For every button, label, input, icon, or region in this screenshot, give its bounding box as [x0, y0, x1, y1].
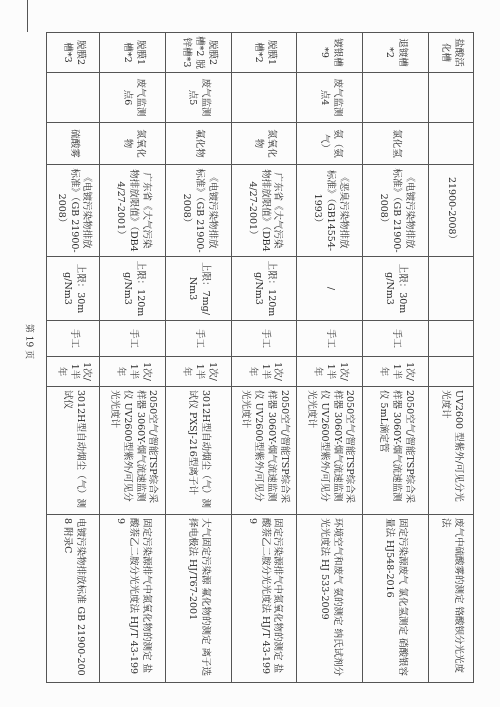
- cell-pollutant: 氯化氢: [363, 123, 429, 165]
- page-number: 第 19 页: [23, 323, 34, 360]
- cell-emission-standard: 《恶臭污染物排放标准》（GB14554-1993）: [297, 165, 363, 257]
- cell-frequency: 1次/1半年: [100, 357, 166, 387]
- cell-workshop-tank: 脱膜2槽*2 脱锌槽*3: [166, 33, 232, 73]
- cell-monitoring-point: 废气监测点6: [100, 73, 166, 123]
- cell-frequency: 1次/1半年: [166, 357, 232, 387]
- cell-analysis-method: 大气固定污染源 氟化物的测定 离子选择电极法 HJ/T67-2001: [166, 515, 232, 683]
- cell-limit-value: 上限：30mg/Nm3: [47, 257, 100, 321]
- cell-method: 手工: [297, 321, 363, 357]
- cell-limit-value: 上限：7mg/Nm3: [166, 257, 232, 321]
- cell-analysis-method: 固定污染源废气 氯化氢测定 硝酸银容量法 HJ548-2016: [363, 515, 429, 683]
- cell-emission-standard: 《电镀污染物排放标准》（GB 21900-2008）: [47, 165, 100, 257]
- cell-frequency: 1次/1半年: [363, 357, 429, 387]
- cell-limit-value: 上限：120mg/Nm3: [100, 257, 166, 321]
- table-row: [428, 33, 473, 683]
- table-top-stub: [27, 0, 475, 32]
- table-row: [231, 33, 297, 683]
- cell-analysis-method: 固定污染源排气中氮氧化物的测定 盐酸萘乙二胺分光光度法 HJ/T 43-1999: [231, 515, 297, 683]
- cell-emission-standard: 《电镀污染物排放标准》（GB 21900-2008）: [166, 165, 232, 257]
- cell-limit-value: 上限：30mg/Nm3: [363, 257, 429, 321]
- cell-frequency: 1次/1半年: [47, 357, 100, 387]
- cell-emission-standard: 《电镀污染物排放标准》（GB 21900-2008）: [363, 165, 429, 257]
- cell-pollutant: 氟化物: [166, 123, 232, 165]
- cell-method: 手工: [47, 321, 100, 357]
- cell-method: 手工: [166, 321, 232, 357]
- cell-monitoring-point: 废气监测点4: [297, 73, 363, 123]
- cell-pollutant: 氮氧化物: [231, 123, 297, 165]
- cell-analysis-method: 电镀污染物排放标准 GB 21900-2008 附录C: [47, 515, 100, 683]
- cell-monitoring-point: [47, 73, 100, 123]
- cell-pollutant: 氨（氨气）: [297, 123, 363, 165]
- cell-instrument: 2050空气/智能TSP综合采样器 3060Y-烟气流速监测仪 UV2600型紫外/可见分光光度计: [297, 387, 363, 515]
- cell-pollutant: 硫酸雾: [47, 123, 100, 165]
- cell-workshop-tank: 退镀槽*2: [363, 33, 429, 73]
- cell-instrument: 2050空气/智能TSP综合采样器 3060Y-烟气流速监测仪 5mL滴定管: [363, 387, 429, 515]
- cell-monitoring-point: [428, 73, 473, 123]
- cell-method: 手工: [231, 321, 297, 357]
- cell-analysis-method: 环境空气和废气 氨的测定 纳氏试剂分光光度法 HJ 533-2009: [297, 515, 363, 683]
- cell-instrument: UV2600 型紫外/可见分光光度计: [428, 387, 473, 515]
- table-row: [100, 33, 166, 683]
- table-row: [363, 33, 429, 683]
- cell-workshop-tank: 脱膜1槽*2: [100, 33, 166, 73]
- cell-instrument: 3012H型自动烟尘（气）测试仪 PXSJ-216型离子计: [166, 387, 232, 515]
- cell-pollutant: 氮氧化物: [100, 123, 166, 165]
- cell-instrument: 2050空气/智能TSP综合采样器 3060Y-烟气流速监测仪 UV2600型紫外/可见分光光度计: [231, 387, 297, 515]
- cell-frequency: 1次/1半年: [297, 357, 363, 387]
- cell-frequency: [428, 357, 473, 387]
- cell-frequency: 1次/1半年: [231, 357, 297, 387]
- cell-method: 手工: [100, 321, 166, 357]
- table-row: [47, 33, 100, 683]
- cell-instrument: 2050空气/智能TSP综合采样器 3060Y-烟气流速监测仪 UV2600型紫外/可见分光光度计: [100, 387, 166, 515]
- cell-method: 手工: [363, 321, 429, 357]
- cell-monitoring-point: 废气监测点5: [166, 73, 232, 123]
- cell-workshop-tank: 镀银槽*9: [297, 33, 363, 73]
- cell-emission-standard: 21900-2008）: [428, 165, 473, 257]
- cell-workshop-tank: 盐酸活化槽: [428, 33, 473, 73]
- table-row: [166, 33, 232, 683]
- cell-limit-value: [428, 257, 473, 321]
- cell-monitoring-point: [231, 73, 297, 123]
- cell-method: [428, 321, 473, 357]
- cell-analysis-method: 固定污染源排气中氮氧化物的测定 盐酸萘乙二胺分光光度法 HJ/T 43-1999: [100, 515, 166, 683]
- cell-workshop-tank: 脱膜1槽*2: [231, 33, 297, 73]
- cell-analysis-method: 废气中硫酸雾的测定 铬酸钡分光光度法: [428, 515, 473, 683]
- cell-limit-value: 上限：120mg/Nm3: [231, 257, 297, 321]
- cell-emission-standard: 广东省《大气污染物排放限值》（DB44/27-2001）: [100, 165, 166, 257]
- cell-limit-value: /: [297, 257, 363, 321]
- cell-monitoring-point: [363, 73, 429, 123]
- rotated-table-wrapper: [46, 32, 474, 682]
- cell-emission-standard: 广东省《大气污染物排放限值》（DB44/27-2001）: [231, 165, 297, 257]
- cell-pollutant: [428, 123, 473, 165]
- table-row: [297, 33, 363, 683]
- cell-instrument: 3012H型自动烟尘（气）测试仪: [47, 387, 100, 515]
- monitoring-table: [46, 32, 474, 683]
- cell-workshop-tank: 脱膜2槽*3: [47, 33, 100, 73]
